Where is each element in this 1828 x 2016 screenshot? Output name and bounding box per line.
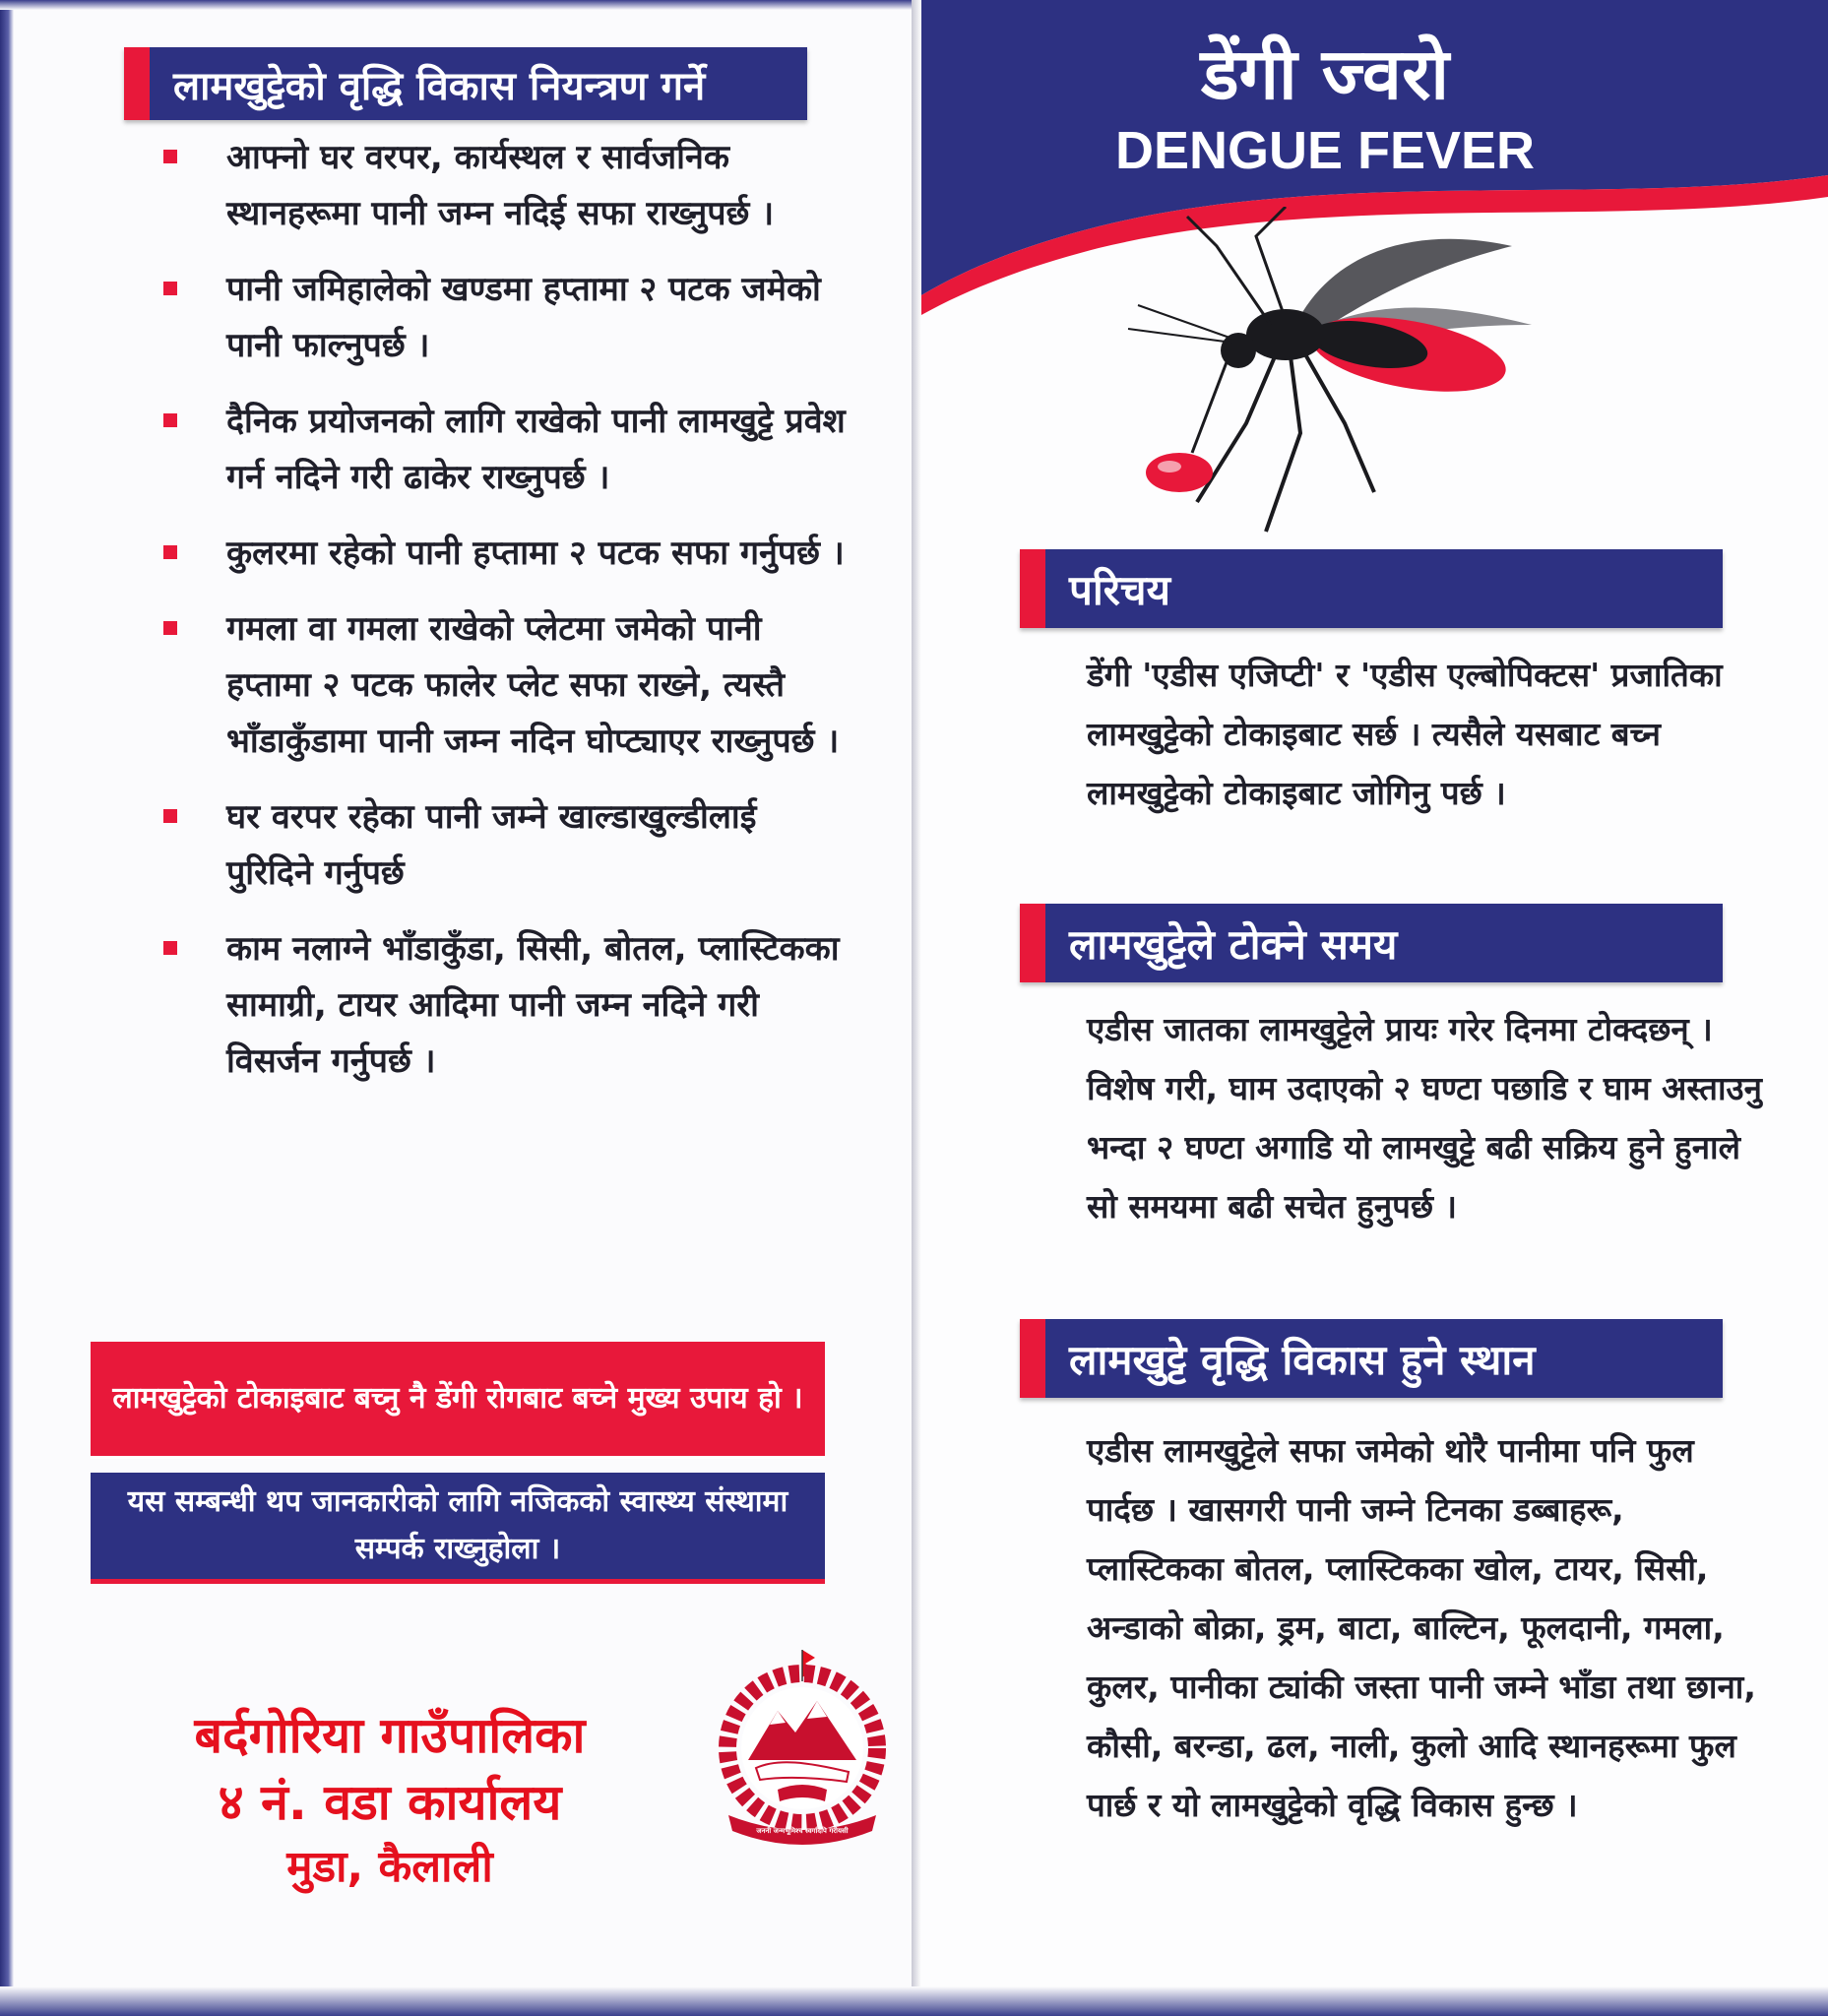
section-heading-introduction	[1020, 549, 1723, 628]
contact-info-text: यस सम्बन्धी थप जानकारीको लागि नजिकको स्वास्थ्य संस्थामा सम्पर्क राख्नुहोला ।	[127, 1484, 788, 1566]
title-english: DENGUE FEVER	[1114, 121, 1536, 180]
list-item	[158, 789, 847, 902]
right-panel	[921, 0, 1828, 2016]
bullet-square-icon	[163, 413, 177, 427]
section-heading-text: परिचय	[1045, 549, 1723, 628]
prevention-list	[158, 130, 847, 1109]
left-top-edge	[0, 0, 914, 10]
list-item-text: घर वरपर रहेका पानी जम्ने खाल्डाखुल्डीलाई पुरिदिने गर्नुपर्छ	[226, 797, 757, 893]
bottom-edge	[0, 1986, 1828, 2016]
biting-time-text: एडीस जातका लामखुट्टेले प्रायः गरेर दिनमा टोक्दछन् । विशेष गरी, घाम उदाएको २ घण्टा पछाडि र घाम अस्ताउनु भन्दा २ घण्टा अगाडि यो लामखुट्टे बढी सक्रिय हुने हुनाले सो समयमा बढी सचेत हुनुपर्छ ।	[1087, 1010, 1762, 1226]
list-item-text: काम नलाग्ने भाँडाकुँडा, सिसी, बोतल, प्लास्टिकका सामाग्री, टायर आदिमा पानी जम्न नदिने गरी विसर्जन गर्नुपर्छ ।	[226, 929, 840, 1081]
heading-red-strip	[1020, 904, 1045, 982]
bullet-square-icon	[163, 809, 177, 823]
breeding-sites-text: एडीस लामखुट्टेले सफा जमेको थोरै पानीमा पनि फुल पार्दछ । खासगरी पानी जम्ने टिनका डब्बाहरू, प्लास्टिकका बोतल, प्लास्टिकका खोल, टायर, सिसी, अन्डाको बोक्रा, ड्रम, बाटा, बाल्टिन, फूलदानी, गमला, कुलर, पानीका ट्यांकी जस्ता पानी जम्ने भाँडा तथा छाना, कौसी, बरन्डा, ढल, नाली, कुलो आदि स्थानहरूमा फुल पार्छ र यो लामखुट्टेको वृद्धि विकास हुन्छ ।	[1087, 1431, 1756, 1824]
ward-office: ४ नं. वडा कार्यालय	[218, 1774, 562, 1831]
title-nepali: डेंगी ज्वरो	[1200, 32, 1450, 115]
bullet-square-icon	[163, 545, 177, 559]
heading-red-strip	[124, 47, 150, 120]
mosquito-icon	[1099, 207, 1551, 541]
nepal-emblem-icon	[709, 1642, 896, 1849]
office-name: बर्दगोरिया गाउँपालिका	[194, 1707, 586, 1764]
bullet-square-icon	[163, 282, 177, 295]
section-heading-breeding-sites	[1020, 1319, 1723, 1398]
heading-red-strip	[1020, 549, 1045, 628]
office-stamp	[95, 1703, 685, 1898]
list-item-text: आफ्नो घर वरपर, कार्यस्थल र सार्वजनिक स्थानहरूमा पानी जम्न नदिई सफा राख्नुपर्छ ।	[226, 138, 775, 233]
key-message-text: लामखुट्टेको टोकाइबाट बच्नु नै डेंगी रोगबाट बच्ने मुख्य उपाय हो ।	[112, 1381, 803, 1416]
list-item-text: पानी जमिहालेको खण्डमा हप्तामा २ पटक जमेको पानी फाल्नुपर्छ ।	[226, 270, 821, 365]
contact-info-box	[91, 1473, 825, 1584]
bullet-square-icon	[163, 621, 177, 635]
list-item-text: दैनिक प्रयोजनको लागि राखेको पानी लामखुट्टे प्रवेश गर्न नदिने गरी ढाकेर राख्नुपर्छ ।	[226, 402, 846, 497]
section-heading-biting-time	[1020, 904, 1723, 982]
list-item	[158, 921, 847, 1090]
bullet-square-icon	[163, 150, 177, 163]
key-message-box	[91, 1342, 825, 1459]
section-heading-text: लामखुट्टेको वृद्धि विकास नियन्त्रण गर्ने	[150, 47, 807, 120]
section-heading-text: लामखुट्टे वृद्धि विकास हुने स्थान	[1045, 1319, 1723, 1398]
list-item-text: कुलरमा रहेको पानी हप्तामा २ पटक सफा गर्नुपर्छ ।	[226, 534, 845, 573]
left-cover-edge	[0, 0, 14, 2016]
emblem-motto: जननी जन्मभूमिश्च स्वर्गादपि गरीयसी	[756, 1827, 849, 1835]
list-item	[158, 130, 847, 242]
list-item-text: गमला वा गमला राखेको प्लेटमा जमेको पानी हप्तामा २ पटक फालेर प्लेट सफा राख्ने, त्यस्तै भाँडाकुँडामा पानी जम्न नदिन घोप्ट्याएर राख्नुपर्छ ।	[226, 609, 840, 761]
office-location: मुडा, कैलाली	[286, 1842, 493, 1892]
list-item	[158, 526, 847, 582]
heading-red-strip	[1020, 1319, 1045, 1398]
fold-line	[912, 0, 921, 2016]
list-item	[158, 601, 847, 770]
list-item	[158, 262, 847, 374]
list-item	[158, 394, 847, 506]
introduction-text: डेंगी 'एडीस एजिप्टी' र 'एडीस एल्बोपिक्टस' प्रजातिका लामखुट्टेको टोकाइबाट सर्छ । त्यसैले यसबाट बच्न लामखुट्टेको टोकाइबाट जोगिनु पर्छ ।	[1087, 656, 1723, 812]
bullet-square-icon	[163, 941, 177, 955]
section-heading-text: लामखुट्टेले टोक्ने समय	[1045, 904, 1723, 982]
section-heading-control	[124, 47, 807, 120]
